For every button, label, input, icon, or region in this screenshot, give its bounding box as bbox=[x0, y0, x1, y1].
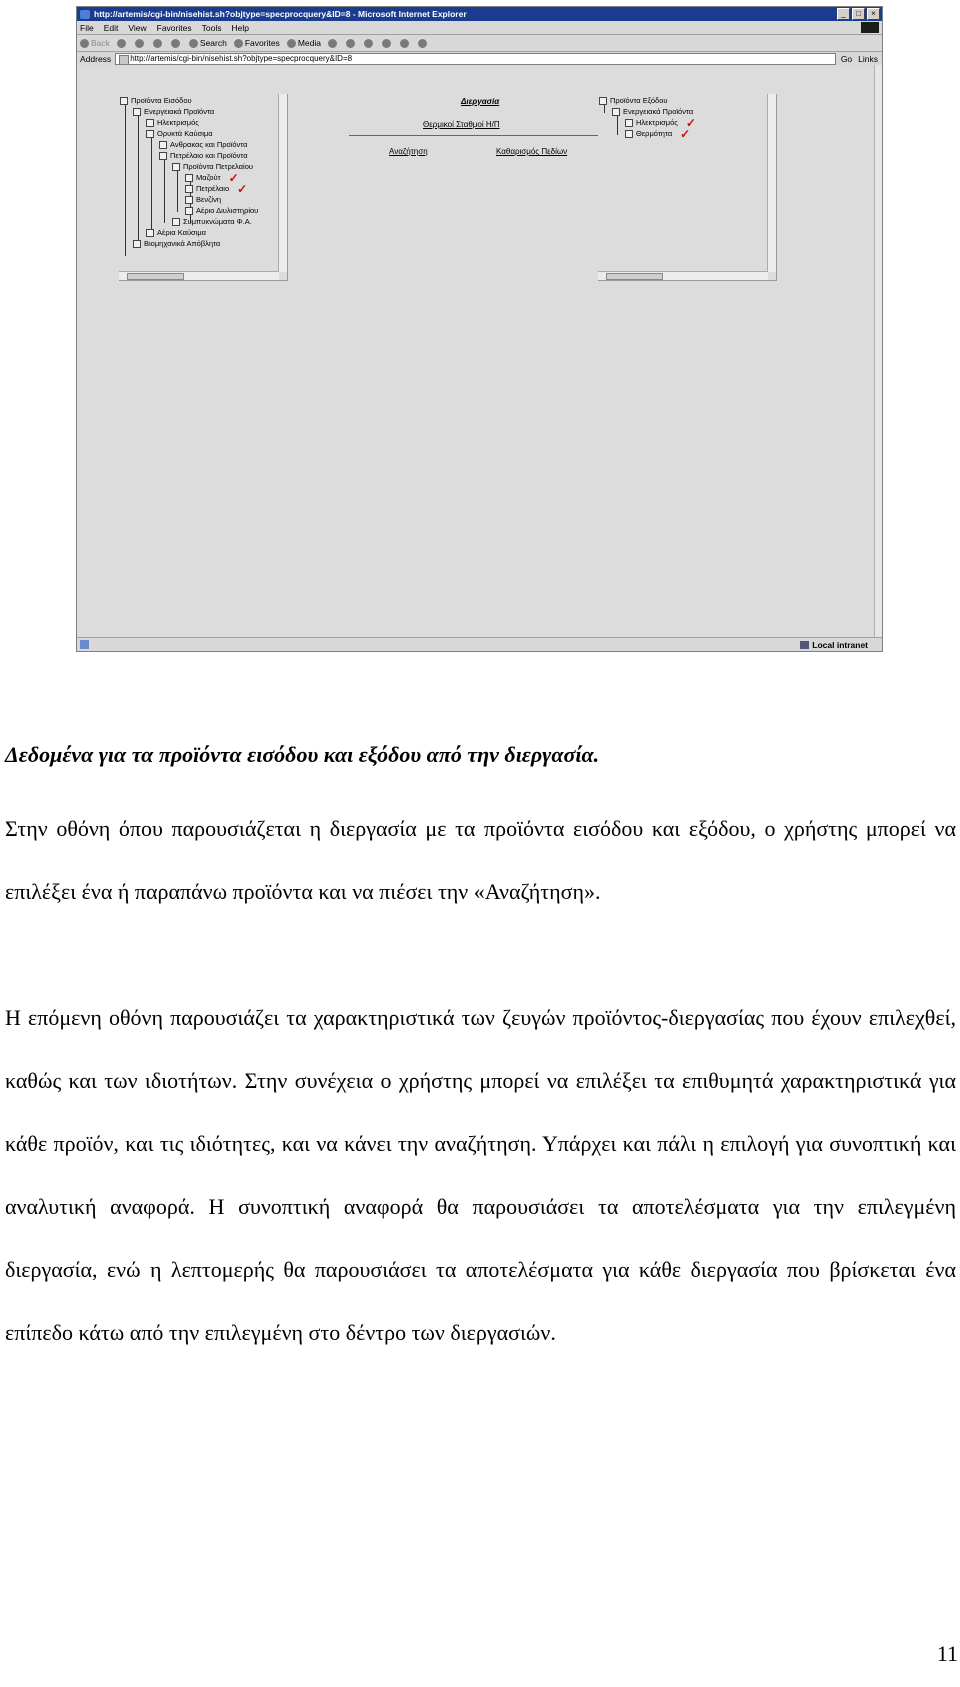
links-button[interactable]: Links bbox=[858, 54, 878, 64]
status-bar bbox=[77, 637, 882, 651]
checkmark-icon: ✓ bbox=[237, 181, 248, 196]
stop-button[interactable] bbox=[135, 39, 146, 48]
tree-node[interactable] bbox=[172, 161, 253, 172]
folder-icon bbox=[120, 97, 128, 105]
tree-node[interactable] bbox=[146, 227, 206, 238]
page-scrollbar[interactable] bbox=[874, 65, 882, 637]
node-label: Πετρέλαιο και Προϊόντα bbox=[170, 151, 248, 160]
output-products-panel bbox=[598, 94, 777, 281]
folder-icon bbox=[146, 119, 154, 127]
menu-view[interactable]: View bbox=[128, 22, 147, 33]
address-input[interactable]: http://artemis/cgi-bin/nisehist.sh?objtype=specprocquery&ID=8 bbox=[115, 53, 836, 65]
scrollbar-thumb[interactable] bbox=[606, 273, 663, 280]
media-button[interactable] bbox=[287, 38, 321, 48]
file-icon bbox=[625, 130, 633, 138]
node-label: Πετρέλαιο bbox=[196, 184, 230, 193]
file-icon bbox=[133, 240, 141, 248]
node-label: Προϊόντα Πετρελαίου bbox=[183, 162, 253, 171]
process-heading: Διεργασία bbox=[461, 97, 500, 106]
home-icon bbox=[171, 39, 180, 48]
folder-icon bbox=[172, 163, 180, 171]
tree-node[interactable] bbox=[133, 238, 220, 249]
folder-icon bbox=[599, 97, 607, 105]
stop-icon bbox=[135, 39, 144, 48]
divider bbox=[349, 135, 604, 136]
forward-button[interactable] bbox=[117, 39, 128, 48]
back-button[interactable] bbox=[80, 38, 110, 48]
paragraph: Η επόμενη οθόνη παρουσιάζει τα χαρακτηριστικά των ζευγών προϊόντος-διεργασίας που έχουν επιλεχθεί, καθώς και των ιδιοτήτων. Στην συνέχεια ο χρήστης μπορεί να επιλέξει τα επιθυμητά χαρακτηριστικά για κάθε προϊόν, και τις ιδιότητες, και να κάνει την αναζήτηση. Υπάρχει και πάλι η επιλογή για συνοπτική και αναλυτική αναφορά. Η συνοπτική αναφορά θα παρουσιάσει τα αποτελέσματα για την επιλεγμένη διεργασία, ενώ η λεπτομερής θα παρουσιάσει τα αποτελέσματα για κάθε διεργασία που βρίσκεται ένα επίπεδο κάτω από την επιλεγμένη στο δέντρο των διεργασιών. bbox=[5, 1005, 956, 1345]
home-button[interactable] bbox=[171, 39, 182, 48]
scrollbar-thumb[interactable] bbox=[127, 273, 184, 280]
process-controls bbox=[349, 7, 609, 207]
tree-node[interactable] bbox=[185, 194, 221, 205]
vertical-scrollbar[interactable] bbox=[278, 94, 287, 272]
input-products-panel bbox=[119, 94, 288, 281]
favorites-button[interactable] bbox=[234, 38, 280, 48]
file-icon bbox=[172, 218, 180, 226]
clear-fields-link[interactable]: Καθαρισμός Πεδίων bbox=[496, 147, 568, 156]
process-selected-link[interactable]: Θερμικοί Σταθμοί Η/Π bbox=[423, 120, 500, 129]
window-title: http://artemis/cgi-bin/nisehist.sh?objtype=specprocquery&ID=8 - Microsoft Internet Explorer bbox=[94, 9, 467, 19]
search-link[interactable]: Αναζήτηση bbox=[389, 147, 428, 156]
page-number: 11 bbox=[936, 1641, 958, 1666]
checkmark-icon: ✓ bbox=[685, 115, 696, 130]
menu-file[interactable]: File bbox=[80, 22, 94, 33]
node-label: Μαζούτ bbox=[196, 173, 221, 182]
horizontal-scrollbar[interactable] bbox=[119, 271, 279, 280]
section-heading: Δεδομένα για τα προϊόντα εισόδου και εξόδου από την διεργασία. bbox=[5, 742, 600, 767]
node-label: Ανθρακας και Προϊόντα bbox=[170, 140, 248, 149]
refresh-icon bbox=[153, 39, 162, 48]
refresh-button[interactable] bbox=[153, 39, 164, 48]
tree-node[interactable] bbox=[185, 172, 239, 183]
node-label: Ηλεκτρισμός bbox=[157, 118, 199, 127]
search-icon bbox=[189, 39, 198, 48]
node-label: Αέριο Διυλιστηρίου bbox=[196, 206, 259, 215]
back-label: Back bbox=[91, 38, 110, 48]
node-label: Βιομηχανικά Απόβλητα bbox=[144, 239, 221, 248]
search-label: Search bbox=[199, 38, 227, 48]
node-label: Βενζίνη bbox=[196, 195, 221, 204]
tree-node[interactable] bbox=[599, 95, 668, 106]
favorites-icon bbox=[234, 39, 243, 48]
history-button[interactable] bbox=[328, 39, 339, 48]
menu-help[interactable]: Help bbox=[231, 22, 249, 33]
zone-label: Local intranet bbox=[812, 639, 868, 650]
back-arrow-icon bbox=[80, 39, 89, 48]
history-icon bbox=[328, 39, 337, 48]
folder-icon bbox=[612, 108, 620, 116]
node-label: Ενεργειακά Προϊόντα bbox=[623, 107, 694, 116]
ie-logo-icon bbox=[80, 10, 90, 19]
tree-node[interactable] bbox=[625, 128, 690, 139]
node-label: Θερμότητα bbox=[636, 129, 673, 138]
media-icon bbox=[287, 39, 296, 48]
forward-arrow-icon bbox=[117, 39, 126, 48]
tree-node[interactable] bbox=[120, 95, 192, 106]
file-icon bbox=[185, 174, 193, 182]
tree-node[interactable] bbox=[146, 117, 199, 128]
vertical-scrollbar[interactable] bbox=[767, 94, 776, 272]
media-label: Media bbox=[297, 38, 321, 48]
tree-node[interactable] bbox=[185, 183, 247, 194]
tree-node[interactable] bbox=[172, 216, 252, 227]
folder-icon bbox=[133, 108, 141, 116]
tree-node[interactable] bbox=[612, 106, 693, 117]
file-icon bbox=[185, 207, 193, 215]
node-label: Ενεργειακά Προϊόντα bbox=[144, 107, 215, 116]
maximize-button[interactable]: □ bbox=[852, 8, 865, 20]
page-icon bbox=[80, 640, 89, 649]
tree-node[interactable] bbox=[146, 128, 213, 139]
minimize-button[interactable]: _ bbox=[837, 8, 850, 20]
security-zone bbox=[800, 640, 868, 650]
file-icon bbox=[185, 196, 193, 204]
node-label: Προϊόντα Εξόδου bbox=[610, 96, 668, 105]
horizontal-scrollbar[interactable] bbox=[598, 271, 768, 280]
favorites-label: Favorites bbox=[244, 38, 280, 48]
folder-icon bbox=[146, 130, 154, 138]
search-button[interactable] bbox=[189, 38, 227, 48]
node-label: Αέρια Καύσιμα bbox=[157, 228, 206, 237]
go-button[interactable]: Go bbox=[840, 54, 853, 64]
tree-node[interactable] bbox=[159, 150, 248, 161]
folder-icon bbox=[159, 152, 167, 160]
browser-window bbox=[76, 6, 883, 652]
checkmark-icon: ✓ bbox=[680, 126, 691, 141]
tree-node[interactable] bbox=[159, 139, 247, 150]
paragraph: Στην οθόνη όπου παρουσιάζεται η διεργασία με τα προϊόντα εισόδου και εξόδου, ο χρήστης μπορεί να επιλέξει ένα ή παραπάνω προϊόντα και να πιέσει την «Αναζήτηση». bbox=[5, 816, 956, 904]
file-icon bbox=[625, 119, 633, 127]
node-label: Συμπυκνώματα Φ.Α. bbox=[183, 217, 252, 226]
address-label: Address bbox=[80, 54, 112, 64]
intranet-icon bbox=[800, 641, 809, 649]
node-label: Προϊόντα Εισόδου bbox=[131, 96, 192, 105]
node-label: Ορυκτά Καύσιμα bbox=[157, 129, 213, 138]
menu-tools[interactable]: Tools bbox=[201, 22, 222, 33]
menu-favorites[interactable]: Favorites bbox=[156, 22, 192, 33]
file-icon bbox=[146, 229, 154, 237]
folder-icon bbox=[159, 141, 167, 149]
page-content bbox=[77, 65, 882, 637]
windows-flag-icon bbox=[861, 22, 879, 33]
file-icon bbox=[185, 185, 193, 193]
node-label: Ηλεκτρισμός bbox=[636, 118, 678, 127]
tree-node[interactable] bbox=[133, 106, 214, 117]
menu-edit[interactable]: Edit bbox=[103, 22, 119, 33]
tree-node[interactable] bbox=[185, 205, 258, 216]
checkmark-icon: ✓ bbox=[228, 170, 239, 185]
close-button[interactable]: × bbox=[867, 8, 880, 20]
